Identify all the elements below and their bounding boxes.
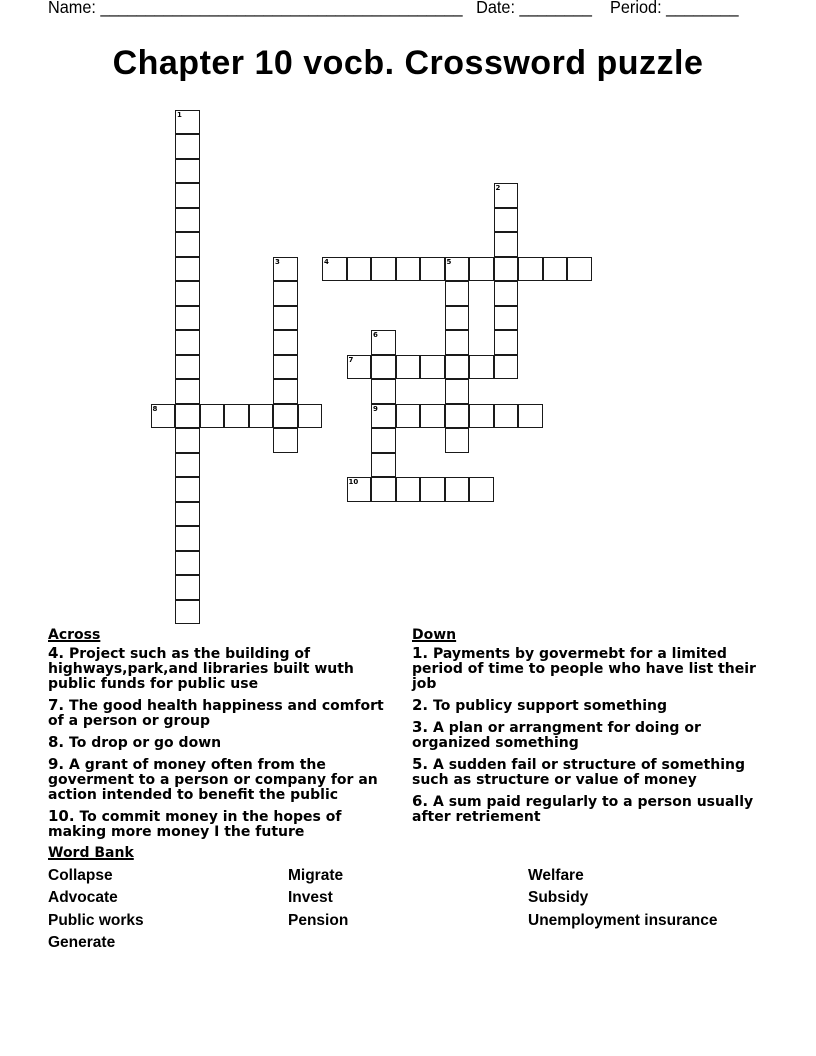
crossword-cell[interactable] [175, 110, 200, 135]
crossword-cell[interactable] [371, 453, 396, 478]
crossword-cell[interactable] [175, 183, 200, 208]
crossword-cell[interactable] [175, 208, 200, 233]
crossword-cell[interactable] [273, 428, 298, 453]
crossword-cell[interactable] [347, 257, 372, 282]
crossword-cell[interactable] [273, 281, 298, 306]
word-bank-item: Generate [48, 934, 116, 951]
word-bank-item: Invest [288, 889, 333, 906]
crossword-cell[interactable] [494, 281, 519, 306]
crossword-cell[interactable] [322, 257, 347, 282]
crossword-cell[interactable] [396, 355, 421, 380]
crossword-cell[interactable] [494, 183, 519, 208]
clue-down-1: 1. Payments by govermebt for a limited period of time to people who have list their job [412, 644, 756, 692]
crossword-cell[interactable] [200, 404, 225, 429]
clue-number: 5 [446, 257, 452, 266]
crossword-cell[interactable] [175, 257, 200, 282]
crossword-cell[interactable] [175, 330, 200, 355]
crossword-cell[interactable] [420, 355, 445, 380]
crossword-cell[interactable] [151, 404, 176, 429]
clue-number: 10 [348, 478, 359, 486]
word-bank-item: Migrate [288, 867, 344, 884]
crossword-cell[interactable] [371, 330, 396, 355]
crossword-cell[interactable] [371, 428, 396, 453]
crossword-cell[interactable] [273, 330, 298, 355]
crossword-cell[interactable] [371, 355, 396, 380]
down-heading: Down [412, 627, 457, 643]
crossword-cell[interactable] [543, 257, 568, 282]
crossword-cell[interactable] [273, 379, 298, 404]
crossword-grid [151, 110, 593, 625]
crossword-cell[interactable] [396, 404, 421, 429]
date-field[interactable]: Date: ________ [476, 0, 592, 17]
word-bank-item: Collapse [48, 867, 113, 884]
crossword-cell[interactable] [175, 526, 200, 551]
crossword-cell[interactable] [175, 600, 200, 625]
crossword-cell[interactable] [469, 404, 494, 429]
crossword-cell[interactable] [273, 355, 298, 380]
crossword-cell[interactable] [175, 477, 200, 502]
crossword-cell[interactable] [445, 404, 470, 429]
crossword-cell[interactable] [445, 428, 470, 453]
clue-down-6: 6. A sum paid regularly to a person usually after retriement [412, 792, 754, 825]
crossword-cell[interactable] [494, 306, 519, 331]
crossword-cell[interactable] [347, 477, 372, 502]
crossword-cell[interactable] [420, 257, 445, 282]
crossword-cell[interactable] [175, 306, 200, 331]
crossword-cell[interactable] [420, 477, 445, 502]
crossword-cell[interactable] [445, 306, 470, 331]
crossword-cell[interactable] [347, 355, 372, 380]
page-title: Chapter 10 vocb. Crossword puzzle [112, 44, 704, 82]
crossword-cell[interactable] [518, 404, 543, 429]
crossword-cell[interactable] [518, 257, 543, 282]
crossword-cell[interactable] [224, 404, 249, 429]
header-line [48, 0, 739, 18]
crossword-cell[interactable] [494, 232, 519, 257]
crossword-cell[interactable] [494, 257, 519, 282]
crossword-cell[interactable] [298, 404, 323, 429]
word-bank-heading: Word Bank [48, 845, 134, 861]
period-field[interactable]: Period: ________ [610, 0, 739, 17]
crossword-cell[interactable] [175, 232, 200, 257]
clue-down-2: 2. To publicy support something [412, 696, 668, 714]
clue-number: 1 [177, 110, 182, 119]
crossword-cell[interactable] [445, 257, 470, 282]
clue-number: 8 [152, 404, 158, 413]
crossword-cell[interactable] [175, 159, 200, 184]
crossword-cell[interactable] [175, 502, 200, 527]
clue-number: 3 [275, 257, 280, 266]
word-bank-item: Subsidy [528, 889, 589, 906]
clue-down-3: 3. A plan or arrangment for doing or organized something [412, 718, 701, 751]
crossword-cell[interactable] [469, 257, 494, 282]
across-clues [48, 628, 398, 846]
clue-down-5: 5. A sudden fail or structure of something such as structure or value of money [412, 755, 746, 788]
crossword-cell[interactable] [371, 379, 396, 404]
crossword-cell[interactable] [420, 404, 445, 429]
crossword-cell[interactable] [396, 477, 421, 502]
crossword-cell[interactable] [396, 257, 421, 282]
crossword-cell[interactable] [494, 208, 519, 233]
word-bank-item: Advocate [48, 889, 118, 906]
crossword-cell[interactable] [567, 257, 592, 282]
crossword-cell[interactable] [175, 551, 200, 576]
down-clues [412, 628, 782, 831]
crossword-cell[interactable] [175, 453, 200, 478]
word-bank-item: Unemployment insurance [528, 912, 718, 929]
crossword-cell[interactable] [445, 355, 470, 380]
crossword-cell[interactable] [469, 477, 494, 502]
crossword-cell[interactable] [175, 281, 200, 306]
crossword-cell[interactable] [494, 355, 519, 380]
crossword-cell[interactable] [175, 428, 200, 453]
clue-number: 7 [348, 355, 354, 364]
crossword-cell[interactable] [445, 330, 470, 355]
clue-number: 4 [324, 257, 329, 266]
clue-across-7: 7. The good health happiness and comfort of a person or group [48, 696, 384, 729]
crossword-cell[interactable] [249, 404, 274, 429]
crossword-cell[interactable] [494, 404, 519, 429]
crossword-cell[interactable] [469, 355, 494, 380]
crossword-cell[interactable] [445, 477, 470, 502]
crossword-cell[interactable] [175, 404, 200, 429]
crossword-cell[interactable] [175, 355, 200, 380]
crossword-cell[interactable] [371, 257, 396, 282]
clue-across-9: 9. A grant of money often from the goverment to a person or company for an action intended to benefit the public [48, 755, 378, 803]
crossword-cell[interactable] [445, 281, 470, 306]
crossword-cell[interactable] [273, 404, 298, 429]
word-bank-item: Pension [288, 912, 349, 929]
crossword-cell[interactable] [445, 379, 470, 404]
word-bank-item: Welfare [528, 867, 584, 884]
crossword-cell[interactable] [175, 134, 200, 159]
clue-number: 2 [495, 184, 501, 192]
crossword-cell[interactable] [273, 257, 298, 282]
clue-across-10: 10. To commit money in the hopes of making more money I the future [48, 807, 342, 840]
word-bank-item: Public works [48, 912, 144, 929]
crossword-cell[interactable] [494, 330, 519, 355]
clue-across-8: 8. To drop or go down [48, 733, 222, 751]
crossword-cell[interactable] [175, 379, 200, 404]
crossword-cell[interactable] [371, 404, 396, 429]
crossword-cell[interactable] [273, 306, 298, 331]
crossword-cell[interactable] [371, 477, 396, 502]
clue-number: 9 [373, 404, 378, 413]
clue-number: 6 [373, 331, 378, 339]
clue-across-4: 4. Project such as the building of highways,park,and libraries built wuth public funds for public use [48, 644, 354, 692]
across-heading: Across [48, 627, 101, 643]
name-field[interactable]: Name: ________________________________________ [48, 0, 463, 17]
crossword-cell[interactable] [175, 575, 200, 600]
